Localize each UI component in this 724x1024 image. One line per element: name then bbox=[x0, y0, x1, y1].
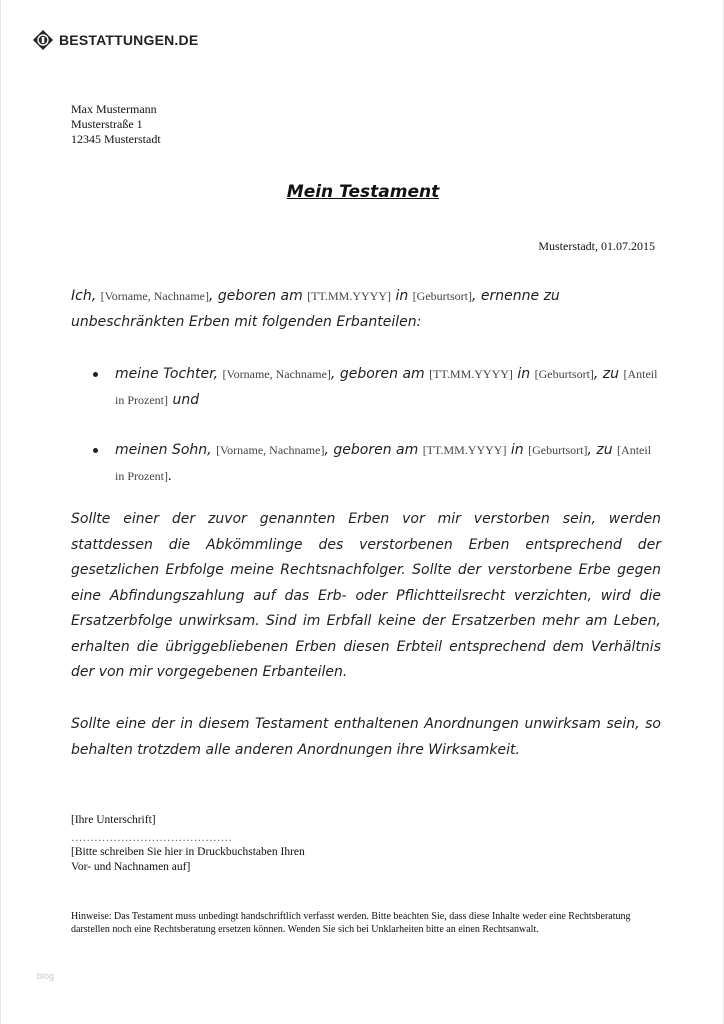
heir-list-item bbox=[91, 438, 661, 489]
brand-logo bbox=[33, 30, 198, 50]
signature-line: …………………………………… bbox=[71, 831, 232, 844]
intro-text: , geboren am bbox=[209, 288, 308, 304]
heir-text: in bbox=[506, 442, 529, 458]
watermark: blog bbox=[37, 971, 55, 981]
brand-name: BESTATTUNGEN.DE bbox=[59, 32, 199, 48]
signature-label: [Ihre Unterschrift] bbox=[71, 814, 156, 826]
signature-note: Vor- und Nachnamen auf] bbox=[71, 860, 191, 873]
placeholder-birthdate: [TT.MM.YYYY] bbox=[422, 443, 507, 457]
sender-city: 12345 Musterstadt bbox=[71, 132, 161, 146]
heir-text: in bbox=[512, 366, 535, 382]
placeholder-birthdate: [TT.MM.YYYY] bbox=[307, 289, 391, 303]
signature-note: [Bitte schreiben Sie hier in Druckbuchstaben Ihren bbox=[71, 846, 305, 858]
placeholder-name: [Vorname, Nachname] bbox=[216, 443, 325, 457]
placeholder-birthplace: [Geburtsort] bbox=[534, 367, 594, 381]
place-date: Musterstadt, 01.07.2015 bbox=[538, 239, 655, 253]
heir-list-item bbox=[91, 362, 661, 413]
placeholder-name: [Vorname, Nachname] bbox=[222, 367, 331, 381]
heir-text: , geboren am bbox=[330, 366, 430, 382]
heir-daughter bbox=[91, 362, 661, 413]
intro-paragraph bbox=[71, 284, 661, 335]
heir-text: und bbox=[168, 391, 200, 408]
substitute-heirs-paragraph: Sollte einer der zuvor genannten Erben vor mir verstorben sein, werden stattdessen die Abkömmlinge des verstorbenen Erben entsprechend der gesetzlichen Erbfolge meine Rechtsnachfolger. Sollte der verstorbene Erbe gegen eine Abfindungszahlung auf das Erb- oder Pflichtteilsrecht verzichten, wird die Ersatzerbfolge unwirksam. Sind im Erbfall keine der Ersatzerben mehr am Leben, erhalten die übriggebliebenen Erben diesen Erbteil entsprechend dem Verhältnis der von mir vorgegebenen Erbanteilen. bbox=[71, 511, 661, 680]
placeholder-name: [Vorname, Nachname] bbox=[100, 289, 210, 303]
document-title-wrap bbox=[1, 182, 724, 202]
placeholder-birthdate: [TT.MM.YYYY] bbox=[429, 367, 513, 381]
heir-text: meine Tochter, bbox=[115, 366, 223, 382]
intro-text: Ich, bbox=[71, 288, 101, 304]
heir-text: , geboren am bbox=[324, 442, 423, 458]
legal-hint: Hinweise: Das Testament muss unbedingt handschriftlich verfasst werden. Bitte beachten Sie, dass diese Inhalte weder eine Rechtsberatung darstellen noch eine Rechtsberatung ersetzen können. Wenden Sie sich bei Unklarheiten bitte an einen Rechtsanwalt. bbox=[71, 911, 631, 935]
heir-son bbox=[91, 438, 661, 489]
placeholder-birthplace: [Geburtsort] bbox=[528, 443, 588, 457]
heir-text: . bbox=[168, 467, 173, 484]
heir-text: , zu bbox=[593, 366, 624, 382]
intro-text: , ernenne zu unbeschränkten Erben mit folgenden Erbanteilen: bbox=[71, 288, 560, 330]
document-title: Mein Testament bbox=[286, 182, 440, 202]
placeholder-share: [Anteil in Prozent] bbox=[115, 367, 658, 407]
placeholder-share: [Anteil in Prozent] bbox=[115, 443, 652, 483]
sender-name: Max Mustermann bbox=[71, 102, 157, 116]
sender-street: Musterstraße 1 bbox=[71, 117, 143, 131]
sender-address bbox=[71, 102, 161, 147]
placeholder-birthplace: [Geburtsort] bbox=[412, 289, 472, 303]
heir-text: , zu bbox=[587, 442, 618, 458]
diamond-logo-icon bbox=[33, 30, 53, 50]
intro-text: in bbox=[391, 288, 413, 304]
severability-paragraph: Sollte eine der in diesem Testament enthaltenen Anordnungen unwirksam sein, so behalten trotzdem alle anderen Anordnungen ihre Wirksamkeit. bbox=[71, 716, 661, 758]
signature-block bbox=[71, 813, 305, 874]
heir-text: meinen Sohn, bbox=[115, 442, 217, 458]
